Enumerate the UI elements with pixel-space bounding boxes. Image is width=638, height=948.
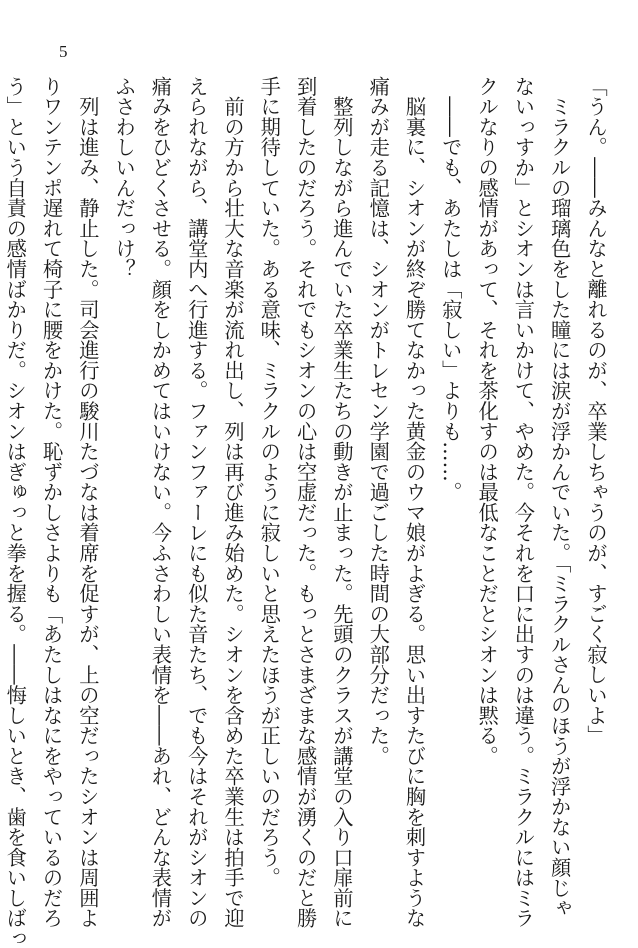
- text-line: ――でも、あたしは「寂しい」よりも……。: [438, 76, 463, 503]
- text-line: ミラクルの瑠璃色をした瞳には涙が浮かんでいた。「ミラクルさんのほうが浮かない顔じゃ: [547, 76, 572, 919]
- text-line: 痛みをひどくさせる。顔をしかめてはいけない。今ふさわしい表情を――あれ、どんな表情が: [148, 76, 173, 929]
- text-line: 整列しながら進んでいた卒業生たちの動きが止まった。先頭のクラスが講堂の入り口扉前に: [329, 76, 354, 929]
- text-line: 痛みが走る記憶は、シオンがトレセン学園で過ごした時間の大部分だった。: [366, 76, 391, 766]
- text-line: クルなりの感情があって、それを茶化すのは最低なことだとシオンは黙る。: [475, 76, 500, 766]
- text-line: 脳裏に、シオンが終ぞ勝てなかった黄金のウマ娘がよぎる。思い出すたびに胸を刺すような: [402, 76, 427, 929]
- text-line: 列は進み、静止した。司会進行の駿川たづなは着席を促すが、上の空だったシオンは周囲よ: [75, 76, 100, 929]
- text-line: ふさわしいんだっけ？: [112, 76, 137, 279]
- text-line: 手に期待していた。ある意味、ミラクルのように寂しいと思えたほうが正しいのだろう。: [257, 76, 282, 888]
- novel-text-block: [3, 76, 614, 948]
- text-line: 到着したのだろう。それでもシオンの心は空虚だった。もっとさまざまな感情が湧くのだと勝: [293, 76, 318, 929]
- text-line: う」という自責の感情ばかりだ。シオンはぎゅっと拳を握る。――悔しいとき、歯を食いしばっ: [3, 76, 28, 948]
- text-line: ないっすか」とシオンは言いかけて、やめた。今それを口に出すのは違う。ミラクルにはミラ: [511, 76, 536, 929]
- text-line: 「うん。――みんなと離れるのが、卒業しちゃうのが、すごく寂しいよ」: [584, 76, 608, 746]
- text-line: えられながら、講堂内へ行進する。ファンファーレにも似た音たち、でも今はそれがシオンの: [184, 76, 209, 929]
- page-number: 5: [59, 42, 68, 61]
- text-line: りワンテンポ遅れて椅子に腰をかけた。恥ずかしさよりも「あたしはなにをやっているのだろ: [39, 76, 64, 929]
- text-line: 前の方から壮大な音楽が流れ出し、列は再び進み始めた。シオンを含めた卒業生は拍手で迎: [221, 76, 246, 929]
